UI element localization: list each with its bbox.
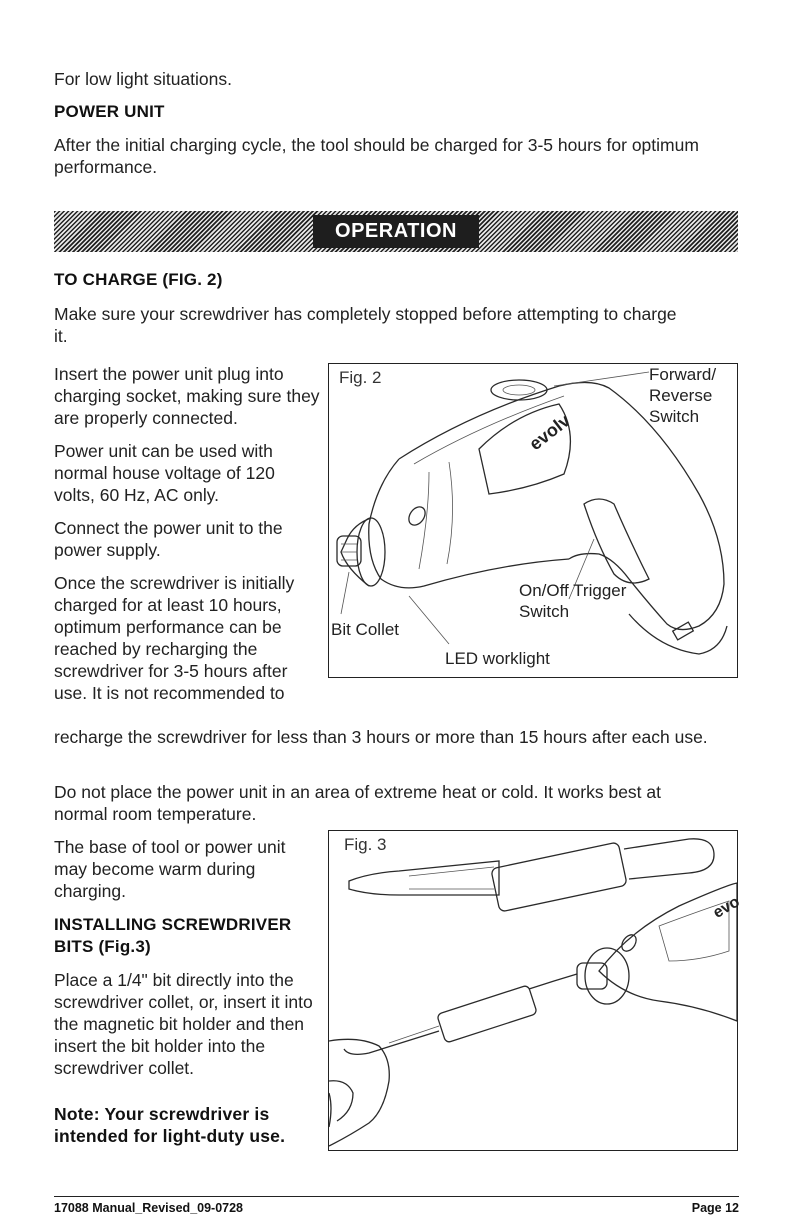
bit-install-illustration	[329, 831, 737, 1150]
to-charge-heading: TO CHARGE (FIG. 2)	[54, 270, 223, 289]
operation-title: OPERATION	[313, 215, 479, 248]
forward-reverse-callout: Forward/ Reverse Switch	[649, 365, 717, 426]
installing-bits-text: Place a 1/4" bit directly into the screwdriver collet, or, insert it into the magnetic bit holder and then insert the bit holder into the screwdriver collet.	[54, 970, 313, 1078]
evolv-brand-logo: evolv	[525, 410, 575, 455]
charge-intro: Make sure your screwdriver has completely stopped before attempting to charge it.	[54, 304, 677, 346]
bit-collet-callout: Bit Collet	[331, 620, 400, 639]
charge-p1: Insert the power unit plug into charging socket, making sure they are properly connected.	[54, 364, 320, 428]
charge-p6: The base of tool or power unit may become warm during charging.	[54, 837, 286, 901]
figure-2	[328, 363, 738, 678]
charge-p4-wide: recharge the screwdriver for less than 3 hours or more than 15 hours after each use.	[54, 727, 708, 747]
figure-3	[328, 830, 743, 1151]
operation-banner	[54, 211, 738, 252]
installing-bits-heading: INSTALLING SCREWDRIVER BITS (Fig.3)	[54, 915, 292, 956]
power-unit-text: After the initial charging cycle, the tool should be charged for 3-5 hours for optimum performance.	[54, 135, 699, 177]
power-unit-heading: POWER UNIT	[54, 102, 165, 121]
charge-p2: Power unit can be used with normal house voltage of 120 volts, 60 Hz, AC only.	[54, 441, 275, 505]
charge-p5-narrow: normal room temperature.	[54, 804, 257, 824]
footer-page-number: Page 12	[691, 1201, 739, 1215]
figure-2-label: Fig. 2	[339, 368, 382, 387]
footer-rule	[54, 1196, 739, 1197]
light-duty-note: Note: Your screwdriver is intended for light-duty use.	[54, 1104, 286, 1146]
low-light-text: For low light situations.	[54, 69, 232, 89]
figure-3-label: Fig. 3	[344, 835, 387, 854]
trigger-callout: On/Off Trigger Switch	[519, 581, 627, 621]
evo-brand-logo: evo	[710, 893, 743, 922]
charge-p3: Connect the power unit to the power supply.	[54, 518, 283, 560]
footer-document-id: 17088 Manual_Revised_09-0728	[54, 1201, 244, 1215]
charge-p4-narrow: Once the screwdriver is initially charged for at least 10 hours, optimum performance can be reached by recharging the screwdriver for 3-5 hours after use. It is not recommended to	[54, 573, 295, 703]
led-worklight-callout: LED worklight	[445, 649, 550, 668]
charge-p5-wide: Do not place the power unit in an area of extreme heat or cold. It works best at	[54, 782, 661, 802]
